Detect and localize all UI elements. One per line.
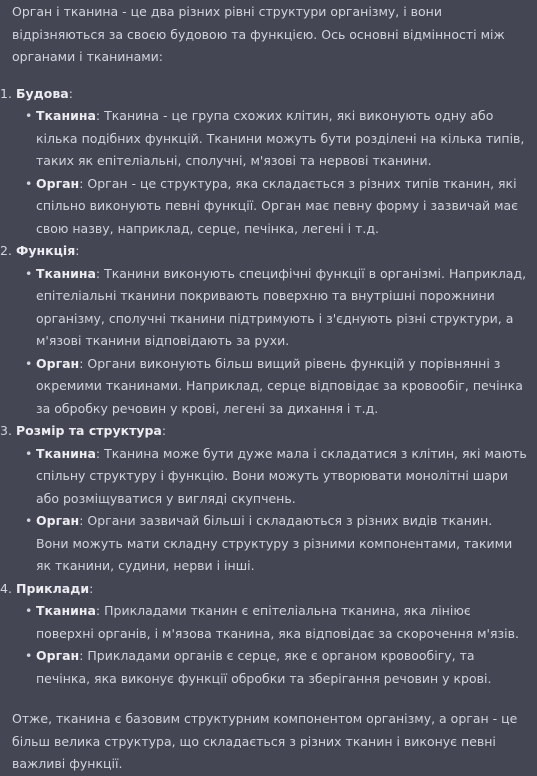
section-title: Будова bbox=[16, 85, 69, 101]
list-item-organ bbox=[25, 645, 527, 690]
section-number: 3. bbox=[0, 423, 12, 438]
item-text: : Прикладами органів є серце, яке є органом кровообігу, та печінка, яка виконує функції обробки та зберігання речовин у крові. bbox=[36, 648, 492, 686]
list-item-tissue bbox=[25, 443, 527, 511]
bullet-icon: • bbox=[25, 648, 33, 663]
section-number: 4. bbox=[0, 580, 12, 596]
section-number: 2. bbox=[0, 243, 12, 258]
section-size-structure bbox=[0, 420, 527, 578]
section-items bbox=[16, 600, 527, 690]
section-items bbox=[16, 443, 527, 578]
item-text: : Тканини виконують специфічні функції в організмі. Наприклад, епітеліальні тканини покривають поверхню та внутрішні порожнини організму, сполучні тканини підтримують і з'єднують різні структури, а м'язові тканини відповідають за рухи. bbox=[36, 265, 527, 348]
term-label: Тканина bbox=[36, 603, 96, 618]
list-item-organ bbox=[25, 510, 527, 578]
section-colon: : bbox=[75, 243, 80, 258]
section-title: Розмір та структура bbox=[16, 423, 162, 438]
list-item-tissue bbox=[25, 263, 527, 353]
bullet-icon: • bbox=[25, 445, 33, 461]
list-item-organ bbox=[25, 353, 527, 421]
item-text: : Прикладами тканин є епітеліальна тканина, яка лініює поверхні органів, і м'язова тканина, яка відповідає за скорочення м'язів. bbox=[36, 603, 519, 641]
bullet-icon: • bbox=[25, 265, 33, 281]
term-label: Орган bbox=[36, 175, 80, 191]
item-text: : Органи виконують більш вищий рівень функцій у порівнянні з окремими тканинами. Наприклад, серце відповідає за кровообіг, печінка за обробку речовин у крові, легені за дихання і т.д. bbox=[36, 355, 523, 416]
section-function bbox=[0, 240, 527, 420]
section-colon: : bbox=[161, 423, 167, 438]
term-label: Тканина bbox=[36, 108, 96, 123]
section-colon: : bbox=[68, 85, 73, 101]
section-items bbox=[16, 263, 527, 421]
section-title: Приклади bbox=[16, 580, 90, 596]
bullet-icon: • bbox=[25, 513, 33, 528]
section-examples bbox=[0, 578, 527, 691]
differences-list bbox=[0, 83, 527, 691]
section-items bbox=[16, 105, 527, 240]
item-text: : Органи зазвичай більші і складаються з різних видів тканин. Вони можуть мати складну структуру з різними компонентами, такими як тканини, судини, нерви і інші. bbox=[36, 513, 513, 573]
list-item-organ bbox=[25, 173, 527, 241]
item-text: : Тканина може бути дуже мала і складатися з клітин, які мають спільну структуру і функцію. Вони можуть утворювати монолітні шари або розміщуватися у вигляді скупчень. bbox=[36, 445, 527, 506]
section-title: Функція bbox=[16, 243, 76, 258]
list-item-tissue bbox=[25, 105, 527, 173]
conclusion-paragraph: Отже, тканина є базовим структурним компонентом організму, а орган - це більш велика структура, що складається з різних тканин і виконує певні важливі функції. bbox=[12, 711, 518, 771]
bullet-icon: • bbox=[25, 108, 33, 123]
term-label: Орган bbox=[36, 648, 80, 663]
item-text: : Тканина - це група схожих клітин, які виконують одну або кілька подібних функцій. Тканини можуть бути розділені на кілька типів, таких як епітеліальні, сполучні, м'язові та нервові тканини. bbox=[36, 108, 525, 168]
section-number: 1. bbox=[0, 85, 12, 101]
list-item-tissue bbox=[25, 600, 527, 645]
term-label: Орган bbox=[36, 513, 80, 528]
term-label: Тканина bbox=[36, 445, 96, 461]
intro-paragraph: Орган і тканина - це два різних рівні структури організму, і вони відрізняються за своєю будовою та функцією. Ось основні відмінності між органами і тканинами: bbox=[12, 4, 505, 64]
bullet-icon: • bbox=[25, 603, 33, 618]
section-colon: : bbox=[89, 580, 94, 596]
term-label: Орган bbox=[36, 355, 80, 371]
item-text: : Орган - це структура, яка складається з різних типів тканин, які спільно виконують певні функції. Орган має певну форму і зазвичай має свою назву, наприклад, серце, печінка, легені і т.д. bbox=[36, 175, 519, 236]
bullet-icon: • bbox=[25, 355, 33, 371]
section-structure bbox=[0, 83, 527, 241]
bullet-icon: • bbox=[25, 175, 33, 191]
term-label: Тканина bbox=[36, 265, 96, 281]
